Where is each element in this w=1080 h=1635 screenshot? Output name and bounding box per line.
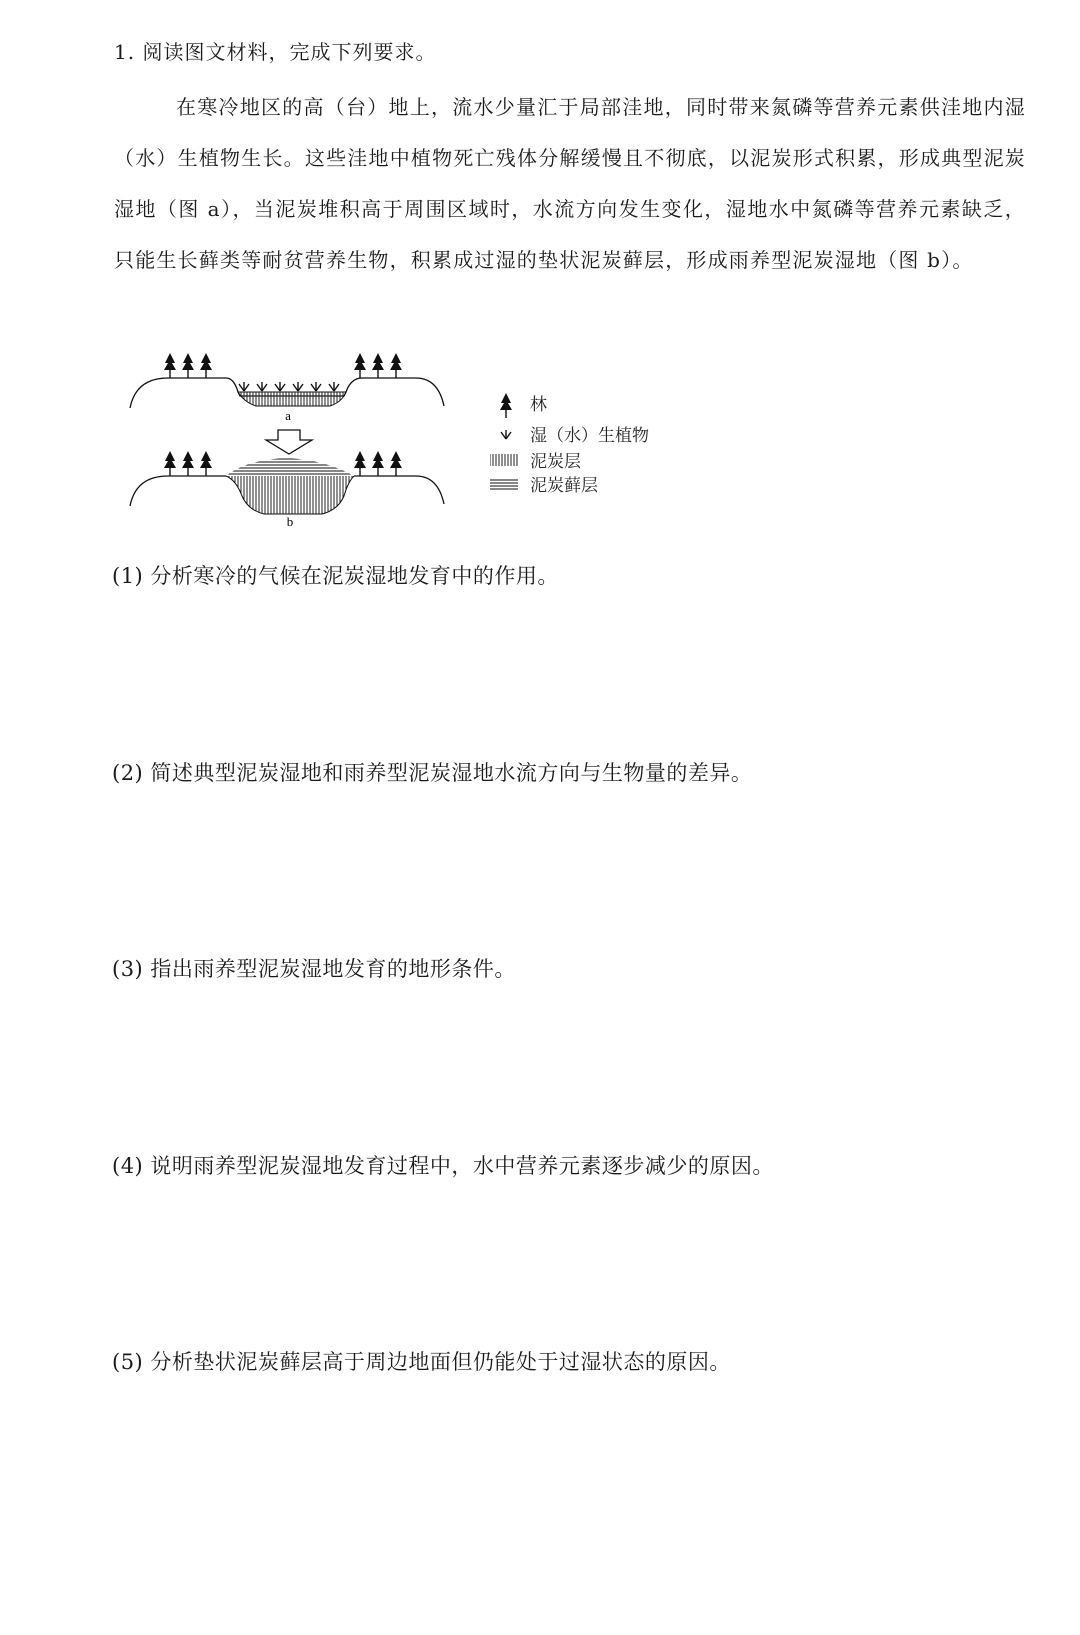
sub-question-2: (2) 简述典型泥炭湿地和雨养型泥炭湿地水流方向与生物量的差异。 bbox=[112, 761, 753, 785]
diagram-b-label: b bbox=[286, 514, 294, 529]
wetland-plant-icon bbox=[501, 430, 511, 439]
peat-moss-layer-pattern bbox=[490, 478, 518, 490]
legend-label-wetland-plant: 湿（水）生植物 bbox=[530, 426, 649, 446]
peat-layer-pattern bbox=[490, 454, 518, 466]
legend-label-peat-moss-layer: 泥炭藓层 bbox=[530, 476, 598, 496]
question-title: 1. 阅读图文材料，完成下列要求。 bbox=[114, 40, 437, 64]
tree-icon bbox=[500, 393, 512, 418]
sub-question-5: (5) 分析垫状泥炭藓层高于周边地面但仍能处于过湿状态的原因。 bbox=[112, 1350, 731, 1374]
sub-question-4: (4) 说明雨养型泥炭湿地发育过程中，水中营养元素逐步减少的原因。 bbox=[112, 1154, 774, 1178]
diagram-a-label: a bbox=[285, 408, 291, 423]
transition-arrow-icon bbox=[266, 430, 312, 454]
sub-question-3: (3) 指出雨养型泥炭湿地发育的地形条件。 bbox=[112, 957, 516, 981]
diagram-a bbox=[128, 353, 451, 423]
sub-question-1: (1) 分析寒冷的气候在泥炭湿地发育中的作用。 bbox=[112, 564, 559, 588]
legend-label-forest: 林 bbox=[530, 395, 547, 415]
peat-wetland-figure bbox=[126, 350, 706, 544]
diagram-b bbox=[130, 451, 444, 529]
legend-label-peat-layer: 泥炭层 bbox=[530, 452, 581, 472]
question-passage: 在寒冷地区的高（台）地上，流水少量汇于局部洼地，同时带来氮磷等营养元素供洼地内湿（水）生植物生长。这些洼地中植物死亡残体分解缓慢且不彻底，以泥炭形式积累，形成典型泥炭湿地（图 a），当泥炭堆积高于周围区域时，水流方向发生变化，湿地水中氮磷等营养元素缺乏，只能生长藓类等耐贫营养生物，积累成过湿的垫状泥炭藓层，形成雨养型泥炭湿地（图 b）。 bbox=[114, 95, 1026, 272]
figure-legend bbox=[490, 393, 649, 496]
